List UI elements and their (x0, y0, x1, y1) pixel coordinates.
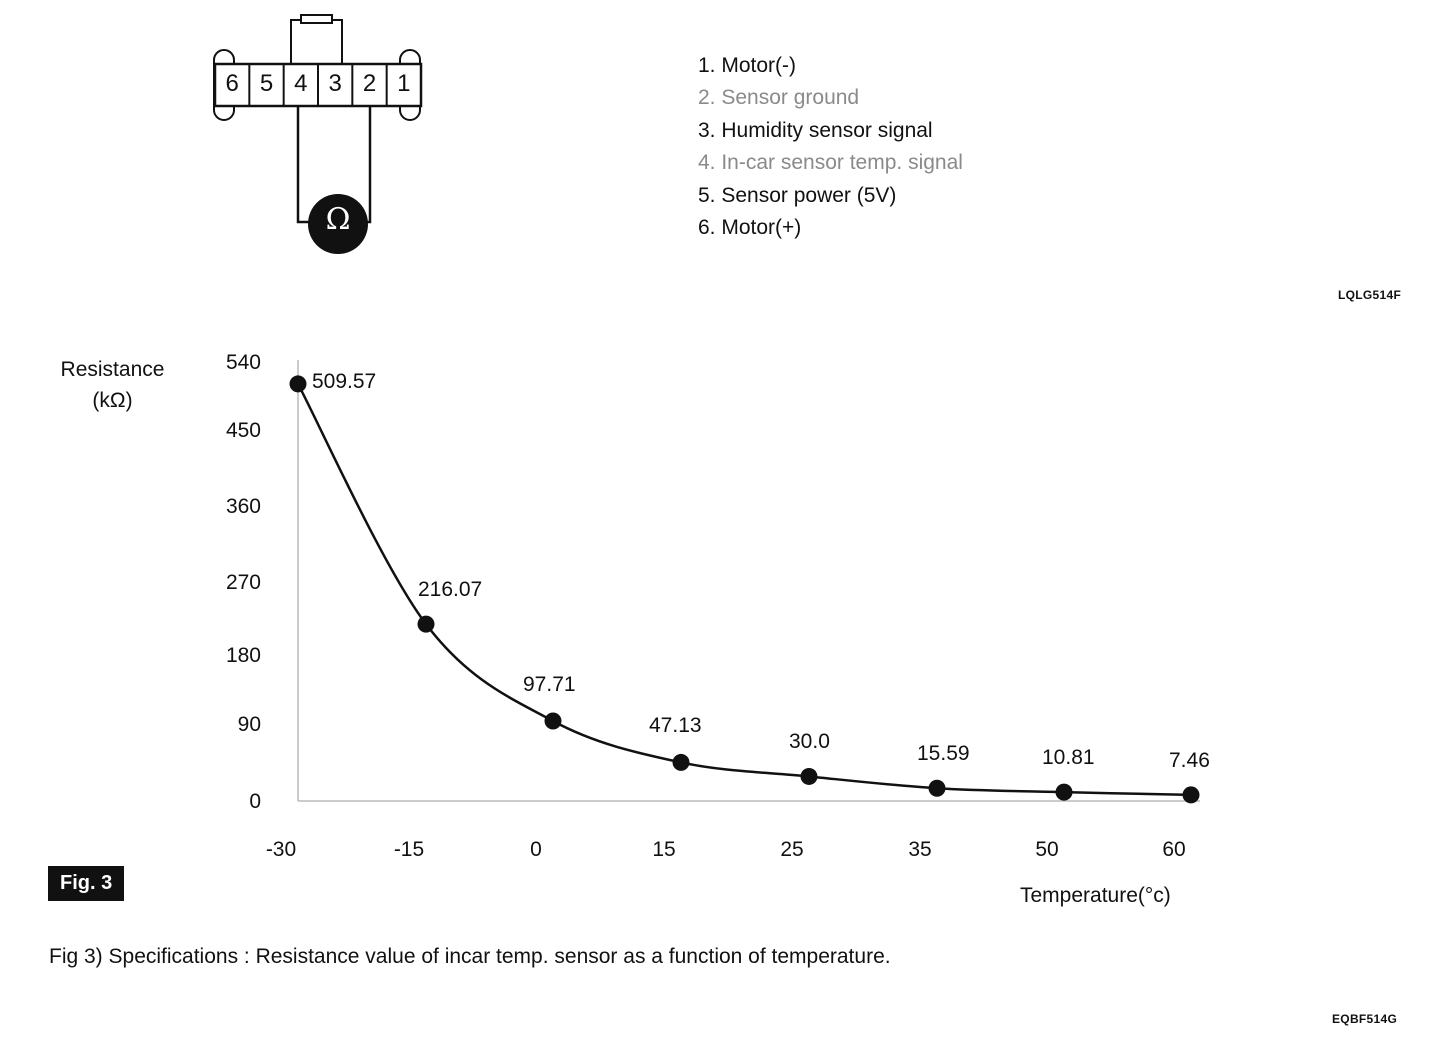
pin-number-2: 2 (362, 70, 377, 97)
x-tick-label: 50 (1035, 838, 1059, 861)
y-tick-label: 540 (225, 351, 261, 374)
x-tick-label: 25 (780, 838, 804, 861)
data-point (418, 616, 435, 633)
pin-legend-item: 5. Sensor power (5V) (698, 183, 897, 207)
pin-legend-item: 1. Motor(-) (698, 54, 797, 77)
pin-number-5: 5 (259, 70, 274, 97)
x-tick-label: 60 (1162, 838, 1186, 861)
x-tick-label: -15 (393, 838, 425, 861)
data-label: 47.13 (649, 714, 702, 738)
pin-legend-item: 2. Sensor ground (698, 86, 860, 110)
y-tick-label: 450 (225, 419, 261, 442)
figure-code-top: LQLG514F (1338, 288, 1402, 302)
data-point (673, 754, 690, 771)
pin-number-4: 4 (294, 70, 308, 97)
data-point (1183, 786, 1200, 803)
data-point (801, 768, 818, 785)
data-point (545, 713, 562, 730)
x-tick-label: -30 (265, 838, 297, 861)
data-point (929, 780, 946, 797)
y-axis-label-line2: (kΩ) (92, 389, 133, 412)
y-tick-label: 0 (249, 790, 261, 813)
pin-legend-item: 3. Humidity sensor signal (698, 118, 933, 142)
pin-legend-item: 6. Motor(+) (698, 216, 802, 240)
data-label: 30.0 (789, 730, 830, 754)
data-label: 7.46 (1169, 748, 1210, 772)
data-label: 216.07 (418, 578, 483, 602)
data-point (1056, 784, 1073, 801)
data-label: 97.71 (523, 673, 576, 697)
x-tick-label: 0 (530, 838, 542, 861)
figure-code-bottom: EQBF514G (1332, 1012, 1398, 1026)
pin-number-3: 3 (328, 70, 342, 97)
ohm-symbol: Ω (325, 202, 351, 237)
pin-number-1: 1 (397, 70, 411, 97)
x-tick-label: 15 (652, 838, 676, 861)
data-label: 509.57 (312, 369, 377, 393)
y-tick-label: 90 (237, 713, 261, 736)
pin-legend-item: 4. In-car sensor temp. signal (698, 151, 963, 175)
x-tick-label: 35 (908, 838, 932, 861)
y-tick-label: 360 (225, 495, 261, 518)
data-label: 10.81 (1042, 746, 1095, 770)
data-label: 15.59 (917, 742, 970, 766)
y-tick-label: 180 (225, 644, 261, 667)
x-axis-label: Temperature(°c) (1020, 884, 1171, 907)
data-point (290, 375, 307, 392)
figure-caption: Fig 3) Specifications : Resistance value of incar temp. sensor as a function of temperature. (49, 945, 891, 968)
pin-number-6: 6 (225, 70, 239, 97)
figure-badge: Fig. 3 (48, 866, 124, 901)
y-tick-label: 270 (225, 571, 261, 594)
y-axis-label-line1: Resistance (60, 358, 165, 381)
